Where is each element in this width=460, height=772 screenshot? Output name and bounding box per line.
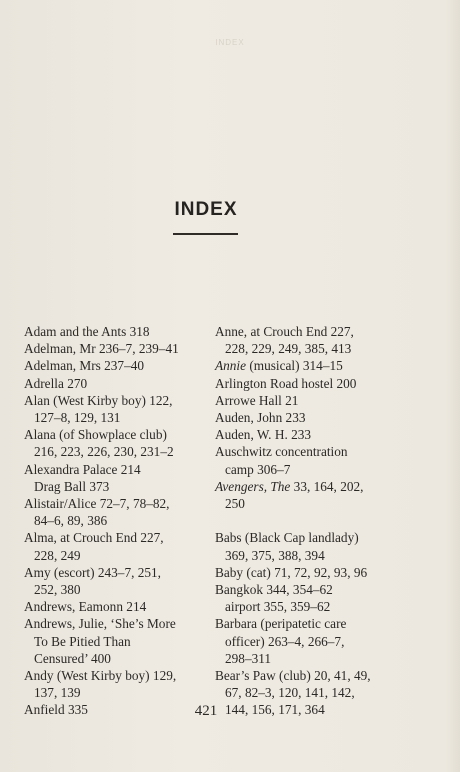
index-entry: Babs (Black Cap landlady) 369, 375, 388, 394 bbox=[215, 530, 359, 563]
index-entry: Bear’s Paw (club) 20, 41, 49, 67, 82–3, 120, 141, 142, 144, 156, 171, 364 bbox=[215, 668, 371, 718]
index-entry: Alma, at Crouch End 227, 228, 249 bbox=[24, 530, 164, 563]
index-entry: Alistair/Alice 72–7, 78–82, 84–6, 89, 386 bbox=[24, 496, 170, 529]
bleed-through-header: INDEX bbox=[215, 38, 245, 47]
page-edge-shadow bbox=[446, 0, 460, 772]
index-entry: Alana (of Showplace club) 216, 223, 226, 230, 231–2 bbox=[24, 427, 174, 460]
index-entry: Andrews, Julie, ‘She’s More To Be Pitied Than Censured’ 400 bbox=[24, 616, 176, 666]
index-entry: Amy (escort) 243–7, 251, 252, 380 bbox=[24, 564, 162, 598]
index-entry: Andy (West Kirby boy) 129, 137, 139 bbox=[24, 668, 177, 701]
index-entry: Arlington Road hostel 200 bbox=[215, 375, 357, 391]
index-subentry: Drag Ball 373 bbox=[34, 478, 110, 494]
index-entry: Auden, John 233 bbox=[215, 410, 306, 426]
index-subentry: airport 355, 359–62 bbox=[225, 599, 331, 615]
index-entry: Alan (West Kirby boy) 122, 127–8, 129, 131 bbox=[24, 392, 173, 426]
index-entry: Alexandra Palace 214 bbox=[24, 461, 141, 477]
index-entry: Baby (cat) 71, 72, 92, 93, 96 bbox=[215, 564, 368, 580]
title-underline bbox=[173, 233, 238, 235]
index-entry: Barbara (peripatetic care officer) 263–4, 266–7, 298–311 bbox=[215, 616, 347, 666]
index-entry: Arrowe Hall 21 bbox=[215, 392, 299, 408]
index-entry: Anne, at Crouch End 227, 228, 229, 249, 385, 413 bbox=[215, 324, 354, 357]
index-column-left bbox=[24, 323, 219, 719]
page-number: 421 bbox=[194, 703, 218, 719]
index-entry: Bangkok 344, 354–62 bbox=[215, 582, 333, 598]
index-entry: Anfield 335 bbox=[24, 702, 88, 718]
index-entry: Auden, W. H. 233 bbox=[215, 427, 312, 443]
index-title: INDEX bbox=[174, 199, 238, 220]
index-entry: Annie (musical) 314–15 bbox=[215, 358, 343, 374]
index-entry: Avengers, The 33, 164, 202, 250 bbox=[215, 478, 364, 512]
index-column-right bbox=[215, 323, 415, 719]
index-entry: Adelman, Mr 236–7, 239–41 bbox=[24, 341, 179, 357]
index-entry: Andrews, Eamonn 214 bbox=[24, 599, 147, 615]
index-entry: Adam and the Ants 318 bbox=[24, 324, 150, 339]
index-entry: Adelman, Mrs 237–40 bbox=[24, 358, 145, 374]
index-entry: Auschwitz concentration camp 306–7 bbox=[215, 444, 348, 477]
index-entry: Adrella 270 bbox=[24, 375, 88, 391]
